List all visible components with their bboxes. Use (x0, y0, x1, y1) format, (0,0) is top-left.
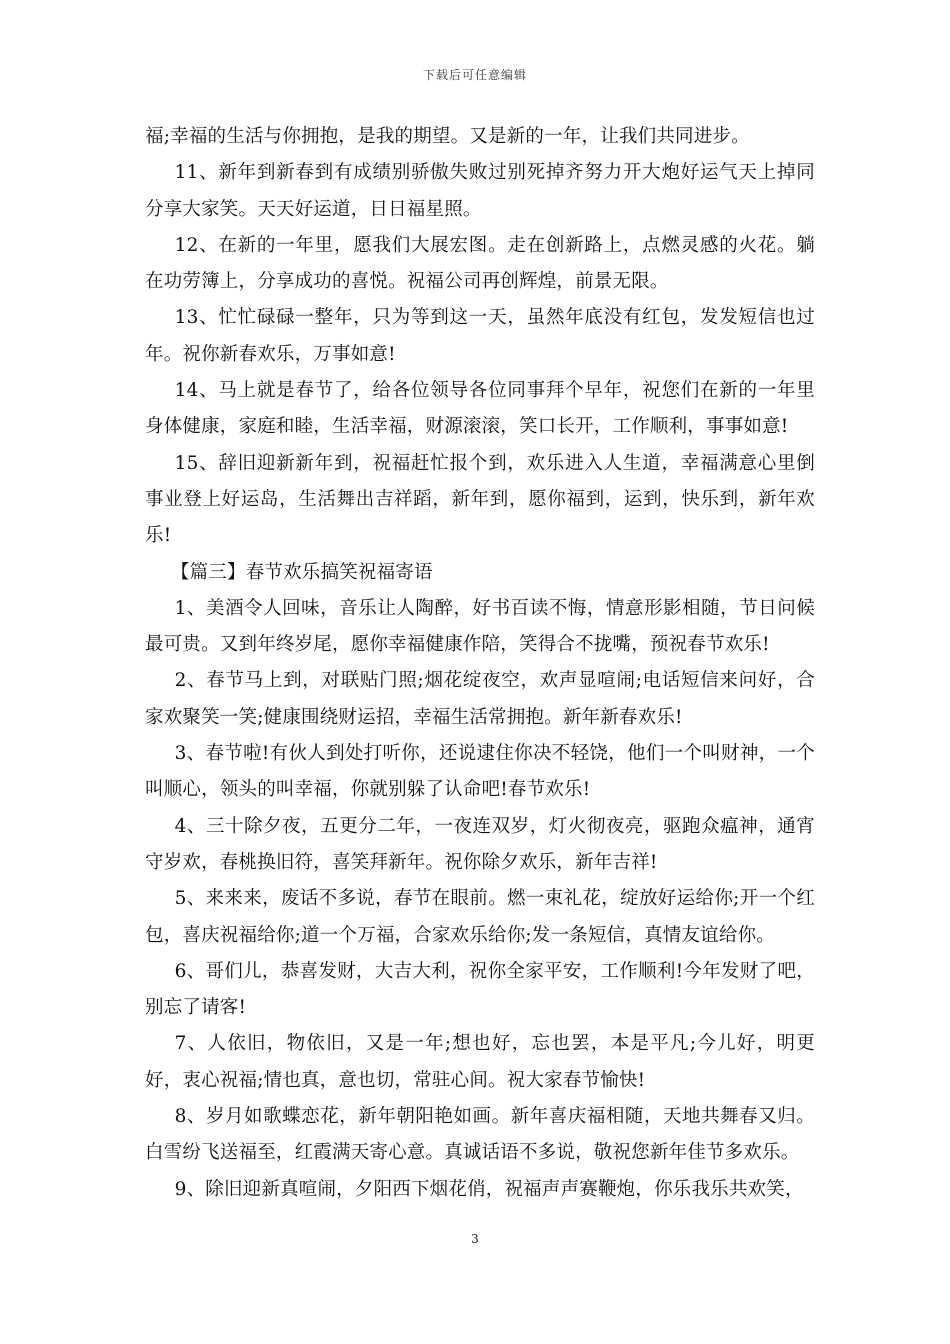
paragraph: 5、来来来，废话不多说，春节在眼前。燃一束礼花，绽放好运给你;开一个红包，喜庆祝福给你;道一个万福，合家欢乐给你;发一条短信，真情友谊给你。 (145, 888, 815, 946)
paragraph: 12、在新的一年里，愿我们大展宏图。走在创新路上，点燃灵感的火花。躺在功劳簿上，分享成功的喜悦。祝福公司再创辉煌，前景无限。 (145, 234, 815, 293)
paragraph: 15、辞旧迎新新年到，祝福赶忙报个到，欢乐进入人生道，幸福满意心里倒事业登上好运岛，生活舞出吉祥蹈，新年到，愿你福到，运到，快乐到，新年欢乐! (145, 452, 815, 547)
paragraph: 6、哥们儿，恭喜发财，大吉大利，祝你全家平安，工作顺利!今年发财了吧，别忘了请客! (145, 960, 815, 1019)
paragraph: 11、新年到新春到有成绩别骄傲失败过别死掉齐努力开大炮好运气天上掉同分享大家笑。天天好运道，日日福星照。 (145, 162, 815, 220)
section-heading: 【篇三】春节欢乐搞笑祝福寄语 (170, 561, 433, 583)
page-number: 3 (471, 1232, 479, 1246)
paragraph: 13、忙忙碌碌一整年，只为等到这一天，虽然年底没有红包，发发短信也过年。祝你新春欢乐，万事如意! (145, 307, 815, 365)
paragraph: 2、春节马上到，对联贴门照;烟花绽夜空，欢声显喧闹;电话短信来问好，合家欢聚笑一笑;健康围绕财运招，幸福生活常拥抱。新年新春欢乐! (145, 670, 815, 728)
paragraph: 8、岁月如歌蝶恋花，新年朝阳艳如画。新年喜庆福相随，天地共舞春又归。白雪纷飞送福至，红霞满天寄心意。真诚话语不多说，敬祝您新年佳节多欢乐。 (145, 1106, 815, 1164)
paragraph: 3、春节啦!有伙人到处打听你，还说逮住你决不轻饶，他们一个叫财神，一个叫顺心，领头的叫幸福，你就别躲了认命吧!春节欢乐! (145, 743, 815, 801)
paragraph-continuation: 福;幸福的生活与你拥抱，是我的期望。又是新的一年，让我们共同进步。 (145, 126, 750, 147)
page-header: 下载后可任意编辑 (422, 68, 527, 82)
paragraph: 14、马上就是春节了，给各位领导各位同事拜个早年，祝您们在新的一年里身体健康，家庭和睦，生活幸福，财源滚滚，笑口长开，工作顺利，事事如意! (145, 380, 815, 438)
paragraph: 7、人依旧，物依旧，又是一年;想也好，忘也罢，本是平凡;今儿好，明更好，衷心祝福;情也真，意也切，常驻心间。祝大家春节愉快! (145, 1033, 815, 1091)
paragraph: 1、美酒令人回味，音乐让人陶醉，好书百读不悔，情意形影相随，节日问候最可贵。又到年终岁尾，愿你幸福健康作陪，笑得合不拢嘴，预祝春节欢乐! (145, 597, 815, 656)
paragraph: 9、除旧迎新真喧闹，夕阳西下烟花俏，祝福声声赛鞭炮，你乐我乐共欢笑， (174, 1178, 804, 1200)
paragraph: 4、三十除夕夜，五更分二年，一夜连双岁，灯火彻夜亮，驱跑众瘟神，通宵守岁欢，春桃换旧符，喜笑拜新年。祝你除夕欢乐，新年吉祥! (145, 815, 815, 873)
page-body (145, 119, 815, 1208)
